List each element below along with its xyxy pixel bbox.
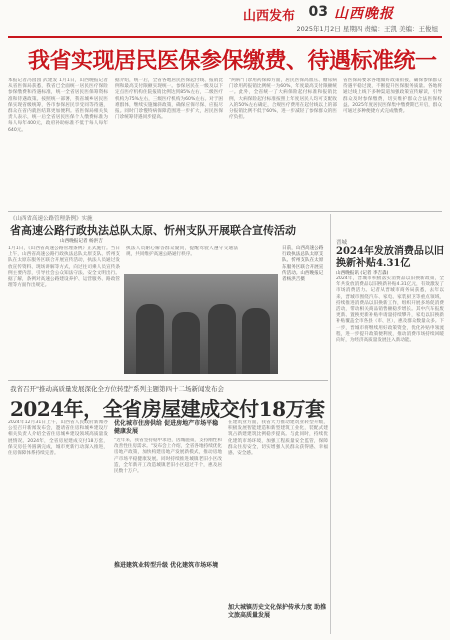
story2-byline: 山西晚报记者 杨洪吉 (60, 239, 103, 244)
enforcement-photo (124, 274, 278, 374)
lead-headline: 我省实现居民医保参保缴费、待遇标准统一 (28, 48, 437, 74)
section-title: 山西发布 (242, 9, 295, 24)
issue-meta: 2025年1月2日 星期四 责编：王凯 美编：王俊旭 (296, 25, 438, 33)
photo-figure (136, 304, 164, 374)
photo-figure (242, 308, 270, 374)
sidebar-headline: 2024年发放消费品以旧换新补贴4.31亿 (336, 246, 444, 269)
story2-kicker: 《山西省高速公路管理条例》实施 (10, 216, 93, 222)
story3-subhead-1: 优化城市住房供给 促进房地产市场平稳健康发展 (114, 420, 219, 435)
story2-headline: 省高速公路行政执法总队太原、忻州支队开展联合宣传活动 (10, 224, 296, 237)
photo-figure (208, 304, 236, 374)
story3-kicker: 我省召开"推动高质量发展深化全方位转型"系列主题第四十二场新闻发布会 (10, 385, 224, 393)
lead-body-column-4: 省医保局要求各地做好政策衔接，确保参保群众待遇平稳过渡，不断提升医保服务质量。各地将通过线上线下多种渠道加强政策宣传解读，引导群众及时参保缴费，切实维护群众合法医保权益。2025年度居民医保集中缴费期已开启，群众可通过多种便捷方式完成缴费。 (343, 78, 442, 115)
newspaper-logo: 山西晚报 (334, 6, 394, 22)
story3-subhead-3: 加大城镇历史文化保护传承力度 助推文旅高质量发展 (228, 604, 327, 619)
header-rule (8, 36, 442, 38)
column-divider (330, 214, 331, 634)
story3-body-column-1: 2024年12月31日上午，山西省人民政府新闻办公室召开新闻发布会，邀请省住房和城乡建设厅相关负责人介绍全省住房城乡建设领域高质量发展情况。2024年，全省房屋建成交付18万套，保交房任务圆满完成，城市更新行动深入推进，住房保障体系持续完善。 (8, 420, 108, 457)
lead-body-column-3: "两病"门诊用药保障方面，居民医保高血压、糖尿病门诊用药报销比例统一为60%，年度最高支付限额统一。此外，全省统一了大病保险起付标准和报销比例，大病保险起付标准按照上年度居民人均可支配收入的50%左右确定，合规医疗费用在起付线以上的部分报销比例不低于60%，进一步减轻了参保群众的医疗负担。 (229, 78, 337, 121)
sidebar-byline: 山西晚报讯 (记者 李吉淼) (336, 271, 389, 276)
photo-figure (172, 312, 200, 374)
section-divider (8, 380, 328, 381)
story3-body-column-3: 在建筑业方面，我省大力推动建筑业转型升级，积极发展智能建造和新型建筑工业化，装配式建筑占新建建筑比例稳步提高。与此同时，持续优化建筑市场环境，加强工程质量安全监管，保障群众住房安全，切实增强人民群众获得感、幸福感、安全感。 (228, 420, 328, 457)
sidebar-tag: 晋城 (336, 240, 348, 246)
page-number: 03 (308, 4, 328, 20)
story2-body-column-1: 1月1日，《山西省高速公路管理条例》正式施行。当日上午，山西省高速公路行政执法总队太原支队、忻州支队在太原东服务区联合开展宣传活动，执法人员通过发放宣传资料、现场讲解等方式，向过往司乘人员宣传条例主要内容，引导社会公众知法守法、安全文明出行。据了解，条例对高速公路建设养护、运营服务、路政管理等方面作出规定。 (8, 246, 120, 289)
lead-body-column-2: 据介绍，统一后，全省各地居民医保起付线、报销比例和最高支付限额实现统一。参保居民在一级及以下定点医疗机构住院报销比例达到85%左右，二级医疗机构为75%左右，三级医疗机构为60%左右。对于困难群体，继续实施倾斜政策，确保应保尽保、应报尽报。同时门诊慢特病保障范围进一步扩大，居民医保门诊统筹待遇同步提高。 (115, 78, 223, 121)
story2-body-column-2: 执法人员耐心解答群众疑问，提醒驾驶人遵守交通法规，共同维护高速公路通行秩序。 (126, 246, 238, 258)
sidebar-body: 2024年，晋城市积极落实消费品以旧换新政策，全年共发放消费品以旧换新补贴4.31亿元，有效激发了市场消费活力。记者从晋城市商务局获悉，去年以来，晋城市围绕汽车、家电、家装厨卫等重点领域，持续推进消费品以旧换新工作，组织开展多场促消费活动，带动相关商品销售额稳步增长。其中汽车报废更新、置换更新补贴申请量持续攀升，家电以旧换新补贴覆盖全市各县（市、区），惠及群众数量众多。下一步，晋城市将继续用好政策资金，优化补贴申领流程，进一步提升政策便利度，推动消费市场持续回暖向好，为经济高质量发展注入新动能。 (336, 276, 444, 344)
story3-body-column-2: "近年来，我省坚持稳中求进，因城施策，支持刚性和改善性住房需求。"发布会上介绍，全省各地持续优化房地产政策，加快构建房地产发展新模式，推动房地产市场平稳健康发展。同时持续推进城镇老旧小区改造，全年新开工改造城镇老旧小区超过千个，惠及居民数十万户。 (114, 438, 222, 475)
section-divider (8, 211, 442, 212)
story3-headline: 2024年，全省房屋建成交付18万套 (10, 397, 325, 421)
photo-caption: 日前，山西高速公路行政执法总队太原支队、忻州支队在太原东服务区联合开展宣传活动。山西晚报记者杨洪吉摄 (282, 246, 324, 283)
story3-subhead-2: 推进建筑业转型升级 优化建筑市场环境 (114, 562, 219, 569)
lead-body-column-1: 本报记者冯园园 武建发 1月1日，山西晚报记者从省医保局获悉，我省已全面统一居民医疗保险参保缴费和待遇标准，统一全省居民医保筹资标准和待遇政策。按照统一部署，我省城乡居民医保实现省级统筹，各市参保居民享受同等待遇，群众在省内就医结算更加便利。省医保局相关负责人表示，统一后全省居民医保个人缴费标准为每人每年400元，政府补助标准不低于每人每年640元。 (8, 78, 108, 133)
